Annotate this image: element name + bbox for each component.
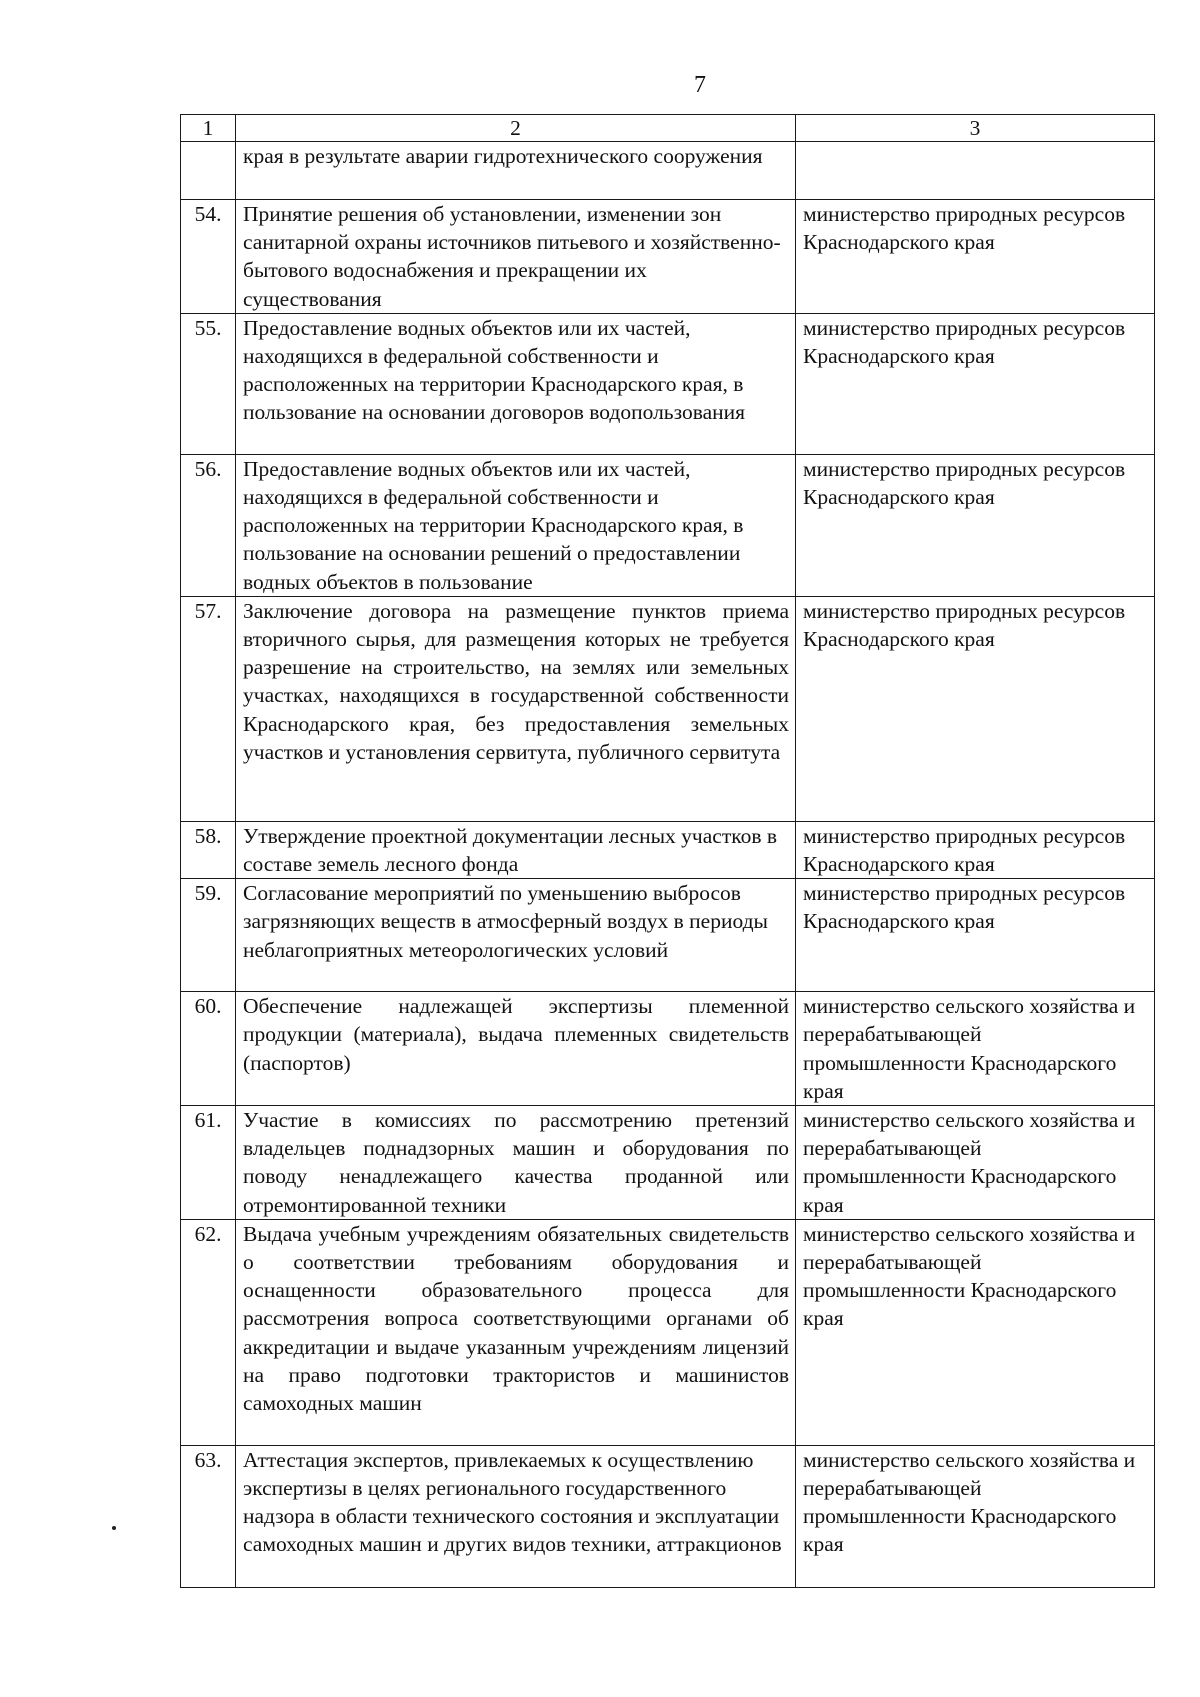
table-row xyxy=(181,1445,1155,1587)
row-number xyxy=(181,142,236,200)
authority-name: министерство сельского хозяйства и перерабатывающей промышленности Краснодарского края xyxy=(796,1219,1155,1445)
row-number: 62. xyxy=(181,1219,236,1445)
table-row xyxy=(181,1106,1155,1220)
table-row xyxy=(181,313,1155,454)
row-number: 54. xyxy=(181,200,236,314)
table-row xyxy=(181,454,1155,596)
authority-name xyxy=(796,142,1155,200)
table-header-row xyxy=(181,115,1155,142)
table-row xyxy=(181,879,1155,992)
row-number: 60. xyxy=(181,992,236,1106)
authority-name: министерство сельского хозяйства и перерабатывающей промышленности Краснодарского края xyxy=(796,1106,1155,1220)
table-row xyxy=(181,821,1155,878)
authority-name: министерство природных ресурсов Краснодарского края xyxy=(796,454,1155,596)
service-description: Принятие решения об установлении, изменении зон санитарной охраны источников питьевого и хозяйственно-бытового водоснабжения и прекращении их существования xyxy=(236,200,796,314)
authority-name: министерство природных ресурсов Краснодарского края xyxy=(796,596,1155,821)
table-row xyxy=(181,596,1155,821)
service-description: Заключение договора на размещение пунктов приема вторичного сырья, для размещения которых не требуется разрешение на строительство, на землях или земельных участках, находящихся в государственной собственности Краснодарского края, без предоставления земельных участков и установления сервитута, публичного сервитута xyxy=(236,596,796,821)
table-row xyxy=(181,200,1155,314)
authority-name: министерство сельского хозяйства и перерабатывающей промышленности Краснодарского края xyxy=(796,1445,1155,1587)
service-description: Обеспечение надлежащей экспертизы племенной продукции (материала), выдача племенных свидетельств (паспортов) xyxy=(236,992,796,1106)
service-description: Участие в комиссиях по рассмотрению претензий владельцев поднадзорных машин и оборудования по поводу ненадлежащего качества проданной или отремонтированной техники xyxy=(236,1106,796,1220)
page-number: 7 xyxy=(694,72,706,98)
service-description: Согласование мероприятий по уменьшению выбросов загрязняющих веществ в атмосферный воздух в периоды неблагоприятных метеорологических условий xyxy=(236,879,796,992)
authority-name: министерство природных ресурсов Краснодарского края xyxy=(796,879,1155,992)
row-number: 56. xyxy=(181,454,236,596)
authority-name: министерство сельского хозяйства и перерабатывающей промышленности Краснодарского края xyxy=(796,992,1155,1106)
authority-name: министерство природных ресурсов Краснодарского края xyxy=(796,313,1155,454)
service-description: Предоставление водных объектов или их частей, находящихся в федеральной собственности и расположенных на территории Краснодарского края, в пользование на основании решений о предоставлении водных объектов в пользование xyxy=(236,454,796,596)
column-header-service: 2 xyxy=(236,115,796,142)
service-description: Утверждение проектной документации лесных участков в составе земель лесного фонда xyxy=(236,821,796,878)
row-number: 63. xyxy=(181,1445,236,1587)
authority-name: министерство природных ресурсов Краснодарского края xyxy=(796,821,1155,878)
column-header-authority: 3 xyxy=(796,115,1155,142)
service-description: края в результате аварии гидротехнического сооружения xyxy=(236,142,796,200)
service-description: Выдача учебным учреждениям обязательных свидетельств о соответствии требованиям оборудования и оснащенности образовательного процесса для рассмотрения вопроса соответствующими органами об аккредитации и выдаче указанным учреждениям лицензий на право подготовки трактористов и машинистов самоходных машин xyxy=(236,1219,796,1445)
authority-name: министерство природных ресурсов Краснодарского края xyxy=(796,200,1155,314)
row-number: 55. xyxy=(181,313,236,454)
table-row xyxy=(181,1219,1155,1445)
scan-dot-mark xyxy=(112,1526,116,1530)
row-number: 59. xyxy=(181,879,236,992)
table-row xyxy=(181,992,1155,1106)
column-header-number: 1 xyxy=(181,115,236,142)
table-row xyxy=(181,142,1155,200)
service-description: Предоставление водных объектов или их частей, находящихся в федеральной собственности и расположенных на территории Краснодарского края, в пользование на основании договоров водопользования xyxy=(236,313,796,454)
row-number: 58. xyxy=(181,821,236,878)
row-number: 61. xyxy=(181,1106,236,1220)
service-description: Аттестация экспертов, привлекаемых к осуществлению экспертизы в целях регионального государственного надзора в области технического состояния и эксплуатации самоходных машин и других видов техники, аттракционов xyxy=(236,1445,796,1587)
row-number: 57. xyxy=(181,596,236,821)
services-table xyxy=(180,114,1155,1588)
